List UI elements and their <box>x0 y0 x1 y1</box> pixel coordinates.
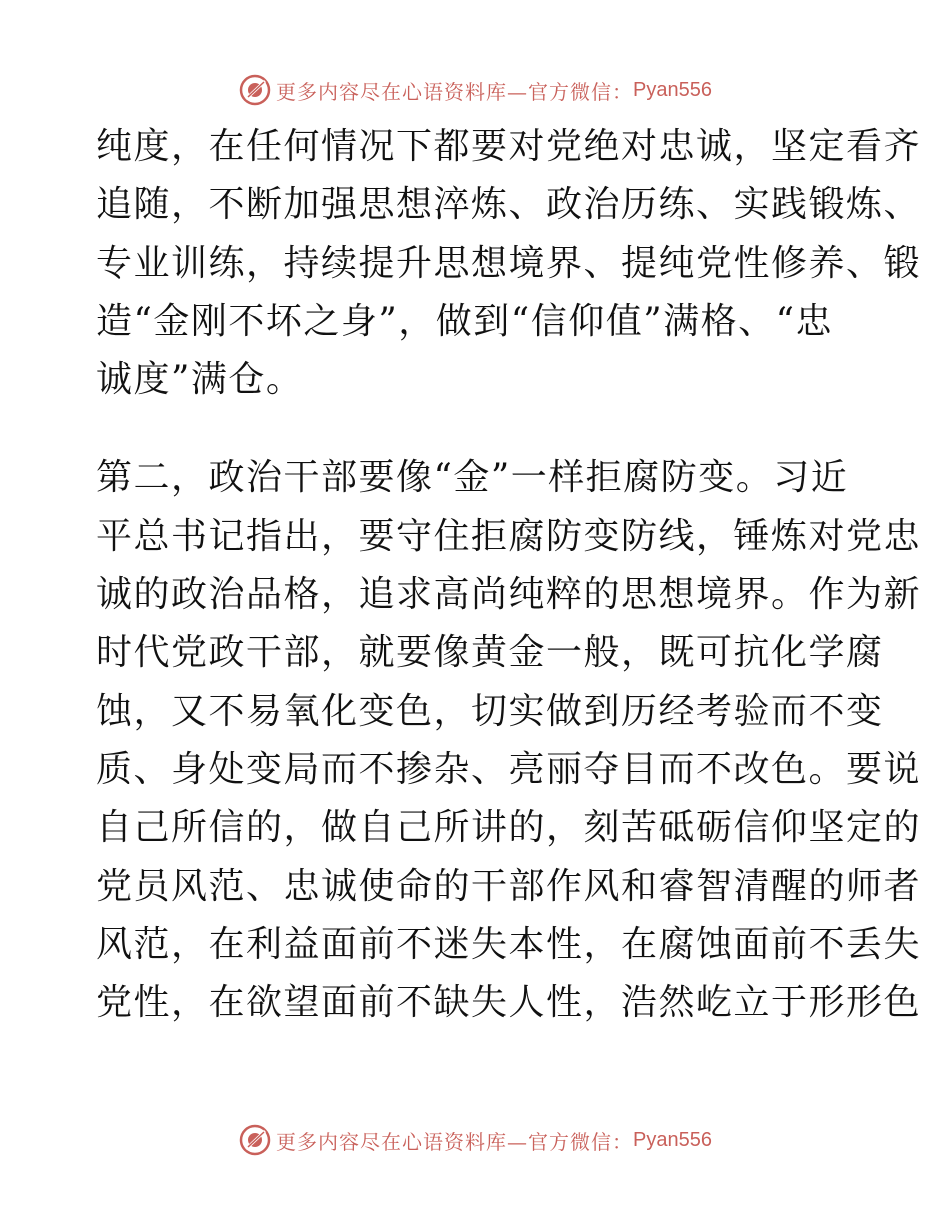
text-line: 自己所信的，做自己所讲的，刻苦砥砺信仰坚定的 <box>96 807 922 849</box>
text-line: 造“金刚不坏之身”，做到“信仰值”满格、“忠 <box>96 300 834 342</box>
text-line: 党员风范、忠诚使命的干部作风和睿智清醒的师者 <box>96 865 922 907</box>
logo-icon <box>238 73 272 107</box>
text-line: 风范，在利益面前不迷失本性，在腐蚀面前不丢失 <box>96 923 922 965</box>
banner-text: 更多内容尽在心语资料库—官方微信： <box>276 79 634 104</box>
banner-wechat-id: Pyan556 <box>633 1128 712 1151</box>
text-line: 纯度，在任何情况下都要对党绝对忠诚，坚定看齐 <box>96 126 922 167</box>
banner-wechat-id: Pyan556 <box>633 78 712 101</box>
text-line: 追随，不断加强思想淬炼、政治历练、实践锻炼、 <box>96 184 922 226</box>
text-line: 第二，政治干部要像“金”一样拒腐防变。习近 <box>96 457 849 499</box>
banner-text: 更多内容尽在心语资料库—官方微信： <box>276 1129 634 1154</box>
document-body <box>96 118 922 1032</box>
text-line: 质、身处变局而不掺杂、亮丽夺目而不改色。要说 <box>96 748 922 790</box>
header-banner <box>0 70 950 110</box>
text-line: 平总书记指出，要守住拒腐防变防线，锤炼对党忠 <box>96 515 922 557</box>
text-line: 党性，在欲望面前不缺失人性，浩然屹立于形形色 <box>96 982 922 1024</box>
paragraph-1 <box>96 118 922 409</box>
footer-banner <box>0 1120 950 1160</box>
text-line: 蚀，又不易氧化变色，切实做到历经考验而不变 <box>96 690 884 732</box>
logo-icon <box>238 1123 272 1157</box>
text-line: 诚度”满仓。 <box>96 359 304 401</box>
text-line: 专业训练，持续提升思想境界、提纯党性修养、锻 <box>96 242 922 284</box>
paragraph-2 <box>96 449 922 1032</box>
text-line: 诚的政治品格，追求高尚纯粹的思想境界。作为新 <box>96 574 922 616</box>
text-line: 时代党政干部，就要像黄金一般，既可抗化学腐 <box>96 632 884 674</box>
paragraph-spacer <box>96 409 856 449</box>
